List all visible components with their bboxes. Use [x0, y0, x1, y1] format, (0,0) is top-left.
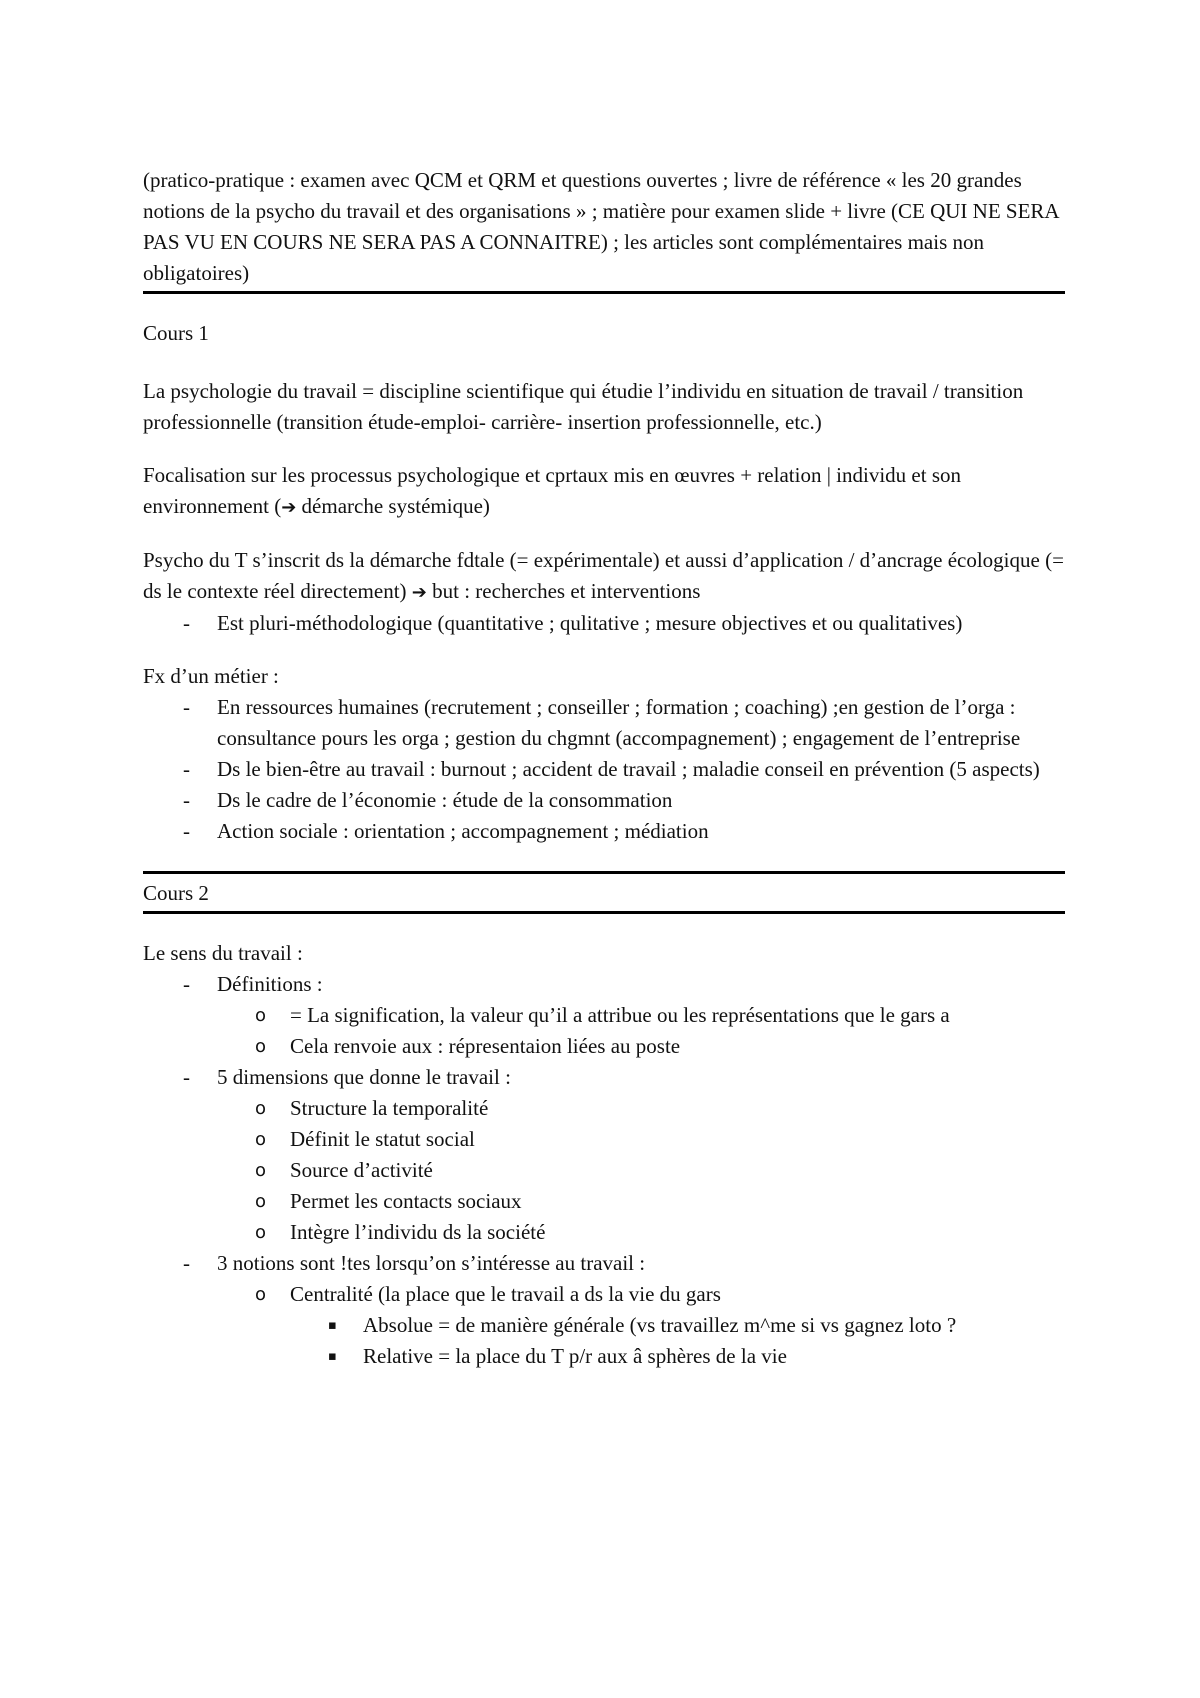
sub-list-item: o Permet les contacts sociaux — [143, 1186, 1065, 1217]
circle-bullet-icon: o — [255, 1222, 267, 1243]
arrow-right-icon: ➔ — [281, 497, 297, 518]
dash-bullet-icon: - — [183, 788, 190, 812]
methodo-list — [143, 608, 1065, 639]
list-item — [143, 1062, 1065, 1248]
document-page — [143, 165, 1065, 1372]
circle-bullet-icon: o — [255, 1284, 267, 1305]
dash-bullet-icon: - — [183, 757, 190, 781]
list-item — [143, 1248, 1065, 1372]
cours1-title: Cours 1 — [143, 321, 209, 345]
cours2-title: Cours 2 — [143, 871, 1065, 914]
dash-bullet-icon: - — [183, 695, 190, 719]
definitions-label: Définitions : — [217, 972, 323, 996]
square-bullet-icon: ▪ — [328, 1349, 337, 1364]
cours1-focalisation: Focalisation sur les processus psychologique et cprtaux mis en œuvres + relation | individu et son environnement (➔ démarche systémique) — [143, 463, 961, 518]
sub-list-item: o Centralité (la place que le travail a ds la vie du gars — [143, 1279, 1065, 1310]
cours1-definition: La psychologie du travail = discipline scientifique qui étudie l’individu en situation de travail / transition professionnelle (transition étude-emploi- carrière- insertion professionnelle, etc.) — [143, 379, 1024, 434]
list-item — [143, 969, 1065, 1062]
sub-list-item: o Source d’activité — [143, 1155, 1065, 1186]
sub-list-item: o = La signification, la valeur qu’il a attribue ou les représentations que le gars a — [143, 1000, 1065, 1031]
sub-list-item: o Définit le statut social — [143, 1124, 1065, 1155]
sub-sub-list-item: ▪ Absolue = de manière générale (vs travaillez m^me si vs gagnez loto ? — [143, 1310, 1065, 1341]
list-item: - Est pluri-méthodologique (quantitative ; qulitative ; mesure objectives et ou qualitatives) — [143, 608, 1065, 639]
list-item: - Ds le bien-être au travail : burnout ; accident de travail ; maladie conseil en prévention (5 aspects) — [143, 754, 1065, 785]
sub-sub-list-item: ▪ Relative = la place du T p/r aux â sphères de la vie — [143, 1341, 1065, 1372]
dash-bullet-icon: - — [183, 1065, 190, 1089]
circle-bullet-icon: o — [255, 1098, 267, 1119]
arrow-right-icon: ➔ — [411, 582, 427, 603]
circle-bullet-icon: o — [255, 1036, 267, 1057]
sub-list-item: o Structure la temporalité — [143, 1093, 1065, 1124]
sens-title: Le sens du travail : — [143, 941, 303, 965]
dimensions-label: 5 dimensions que donne le travail : — [217, 1065, 511, 1089]
circle-bullet-icon: o — [255, 1129, 267, 1150]
dash-bullet-icon: - — [183, 1251, 190, 1275]
dash-bullet-icon: - — [183, 819, 190, 843]
sub-list-item: o Intègre l’individu ds la société — [143, 1217, 1065, 1248]
list-item: - Action sociale : orientation ; accompagnement ; médiation — [143, 816, 1065, 847]
circle-bullet-icon: o — [255, 1160, 267, 1181]
list-item: - En ressources humaines (recrutement ; conseiller ; formation ; coaching) ;en gestion de l’orga : consultance pours les orga ; gestion du chgmnt (accompagnement) ; engagement de l’entreprise — [143, 692, 1065, 754]
square-bullet-icon: ▪ — [328, 1318, 337, 1333]
dash-bullet-icon: - — [183, 972, 190, 996]
metier-list — [143, 692, 1065, 847]
notions-label: 3 notions sont !tes lorsqu’on s’intéresse au travail : — [217, 1251, 646, 1275]
cours1-psycho: Psycho du T s’inscrit ds la démarche fdtale (= expérimentale) et aussi d’application / d’ancrage écologique (= ds le contexte réel directement) ➔ but : recherches et interventions — [143, 548, 1064, 603]
dash-bullet-icon: - — [183, 611, 190, 635]
circle-bullet-icon: o — [255, 1191, 267, 1212]
intro-paragraph: (pratico-pratique : examen avec QCM et QRM et questions ouvertes ; livre de référence « les 20 grandes notions de la psycho du travail et des organisations » ; matière pour examen slide + livre (CE QUI NE SERA PAS VU EN COURS NE SERA PAS A CONNAITRE) ; les articles sont complémentaires mais non obligatoires) — [143, 165, 1065, 294]
circle-bullet-icon: o — [255, 1005, 267, 1026]
list-item: - Ds le cadre de l’économie : étude de la consommation — [143, 785, 1065, 816]
sub-list-item: o Cela renvoie aux : répresentaion liées au poste — [143, 1031, 1065, 1062]
cours2-list — [143, 969, 1065, 1372]
metier-title: Fx d’un métier : — [143, 664, 279, 688]
